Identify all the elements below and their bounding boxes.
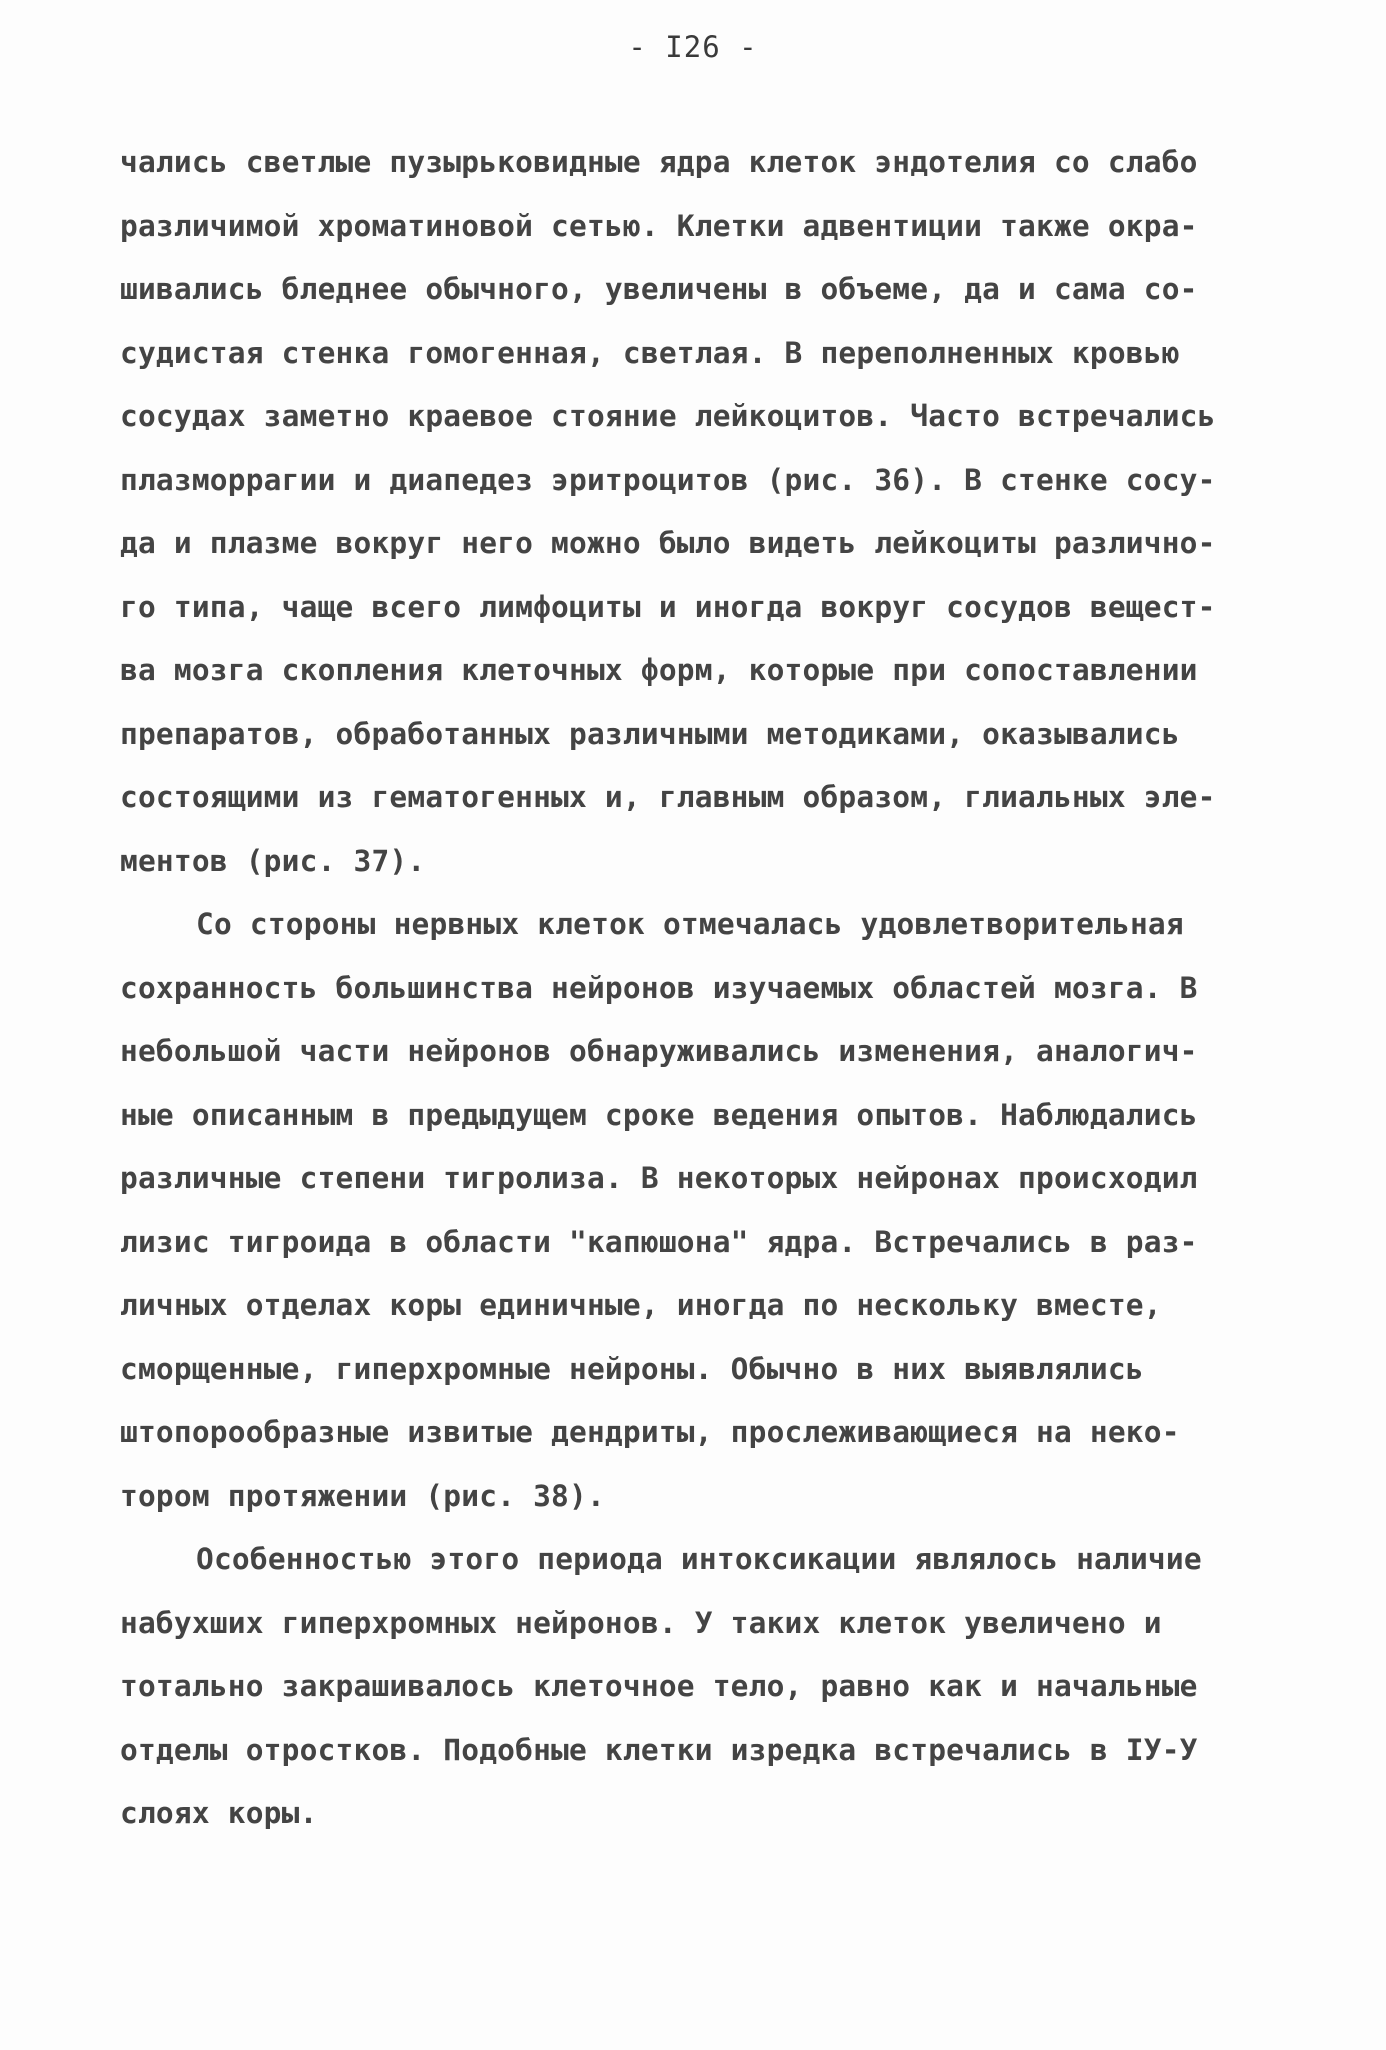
text-line: ва мозга скопления клеточных форм, которые при сопоставлении (120, 653, 1198, 687)
paragraph-2 (120, 893, 1270, 1528)
text-line: различные степени тигролиза. В некоторых нейронах происходил (120, 1161, 1198, 1195)
text-line: препаратов, обработанных различными методиками, оказывались (120, 716, 1180, 751)
text-line: личных отделах коры единичные, иногда по нескольку вместе, (120, 1288, 1162, 1322)
text-line: ментов (рис. 37). (120, 843, 426, 878)
text-line: состоящими из гематогенных и, главным образом, глиальных эле- (120, 780, 1216, 814)
text-line: небольшой части нейронов обнаруживались изменения, аналогич- (120, 1034, 1198, 1068)
text-line: ные описанным в предыдущем сроке ведения опытов. Наблюдались (120, 1097, 1198, 1132)
text-line: го типа, чаще всего лимфоциты и иногда вокруг сосудов вещест- (120, 589, 1216, 624)
text-line: Со стороны нервных клеток отмечалась удовлетворительная (196, 907, 1184, 941)
text-line: тотально закрашивалось клеточное тело, равно как и начальные (120, 1669, 1198, 1703)
text-line: сморщенные, гиперхромные нейроны. Обычно в них выявлялись (120, 1351, 1144, 1386)
text-line: лизис тигроида в области "капюшона" ядра. Встречались в раз- (120, 1224, 1198, 1259)
text-line: набухших гиперхромных нейронов. У таких клеток увеличено и (120, 1605, 1162, 1640)
text-line: слоях коры. (120, 1796, 318, 1830)
text-line: плазморрагии и диапедез эритроцитов (рис. 36). В стенке сосу- (120, 462, 1216, 497)
text-line: сосудах заметно краевое стояние лейкоцитов. Часто встречались (120, 399, 1216, 433)
text-line: отделы отростков. Подобные клетки изредка встречались в IУ-У (120, 1732, 1198, 1767)
text-line: да и плазме вокруг него можно было видеть лейкоциты различно- (120, 526, 1216, 560)
text-line: судистая стенка гомогенная, светлая. В переполненных кровью (120, 335, 1180, 370)
text-line: тором протяжении (рис. 38). (120, 1478, 605, 1513)
paragraph-1 (120, 131, 1270, 893)
text-line: шивались бледнее обычного, увеличены в объеме, да и сама со- (120, 272, 1198, 306)
text-line: различимой хроматиновой сетью. Клетки адвентиции также окра- (120, 208, 1198, 243)
paragraph-3 (120, 1528, 1270, 1846)
text-line: Особенностью этого периода интоксикации являлось наличие (196, 1542, 1202, 1576)
text-line: сохранность большинства нейронов изучаемых областей мозга. В (120, 970, 1198, 1005)
page-number: - I26 - (628, 30, 758, 64)
text-line: чались светлые пузырьковидные ядра клеток эндотелия со слабо (120, 145, 1198, 179)
body-text (120, 131, 1270, 1846)
text-line: штопорообразные извитые дендриты, прослеживающиеся на неко- (120, 1415, 1180, 1449)
